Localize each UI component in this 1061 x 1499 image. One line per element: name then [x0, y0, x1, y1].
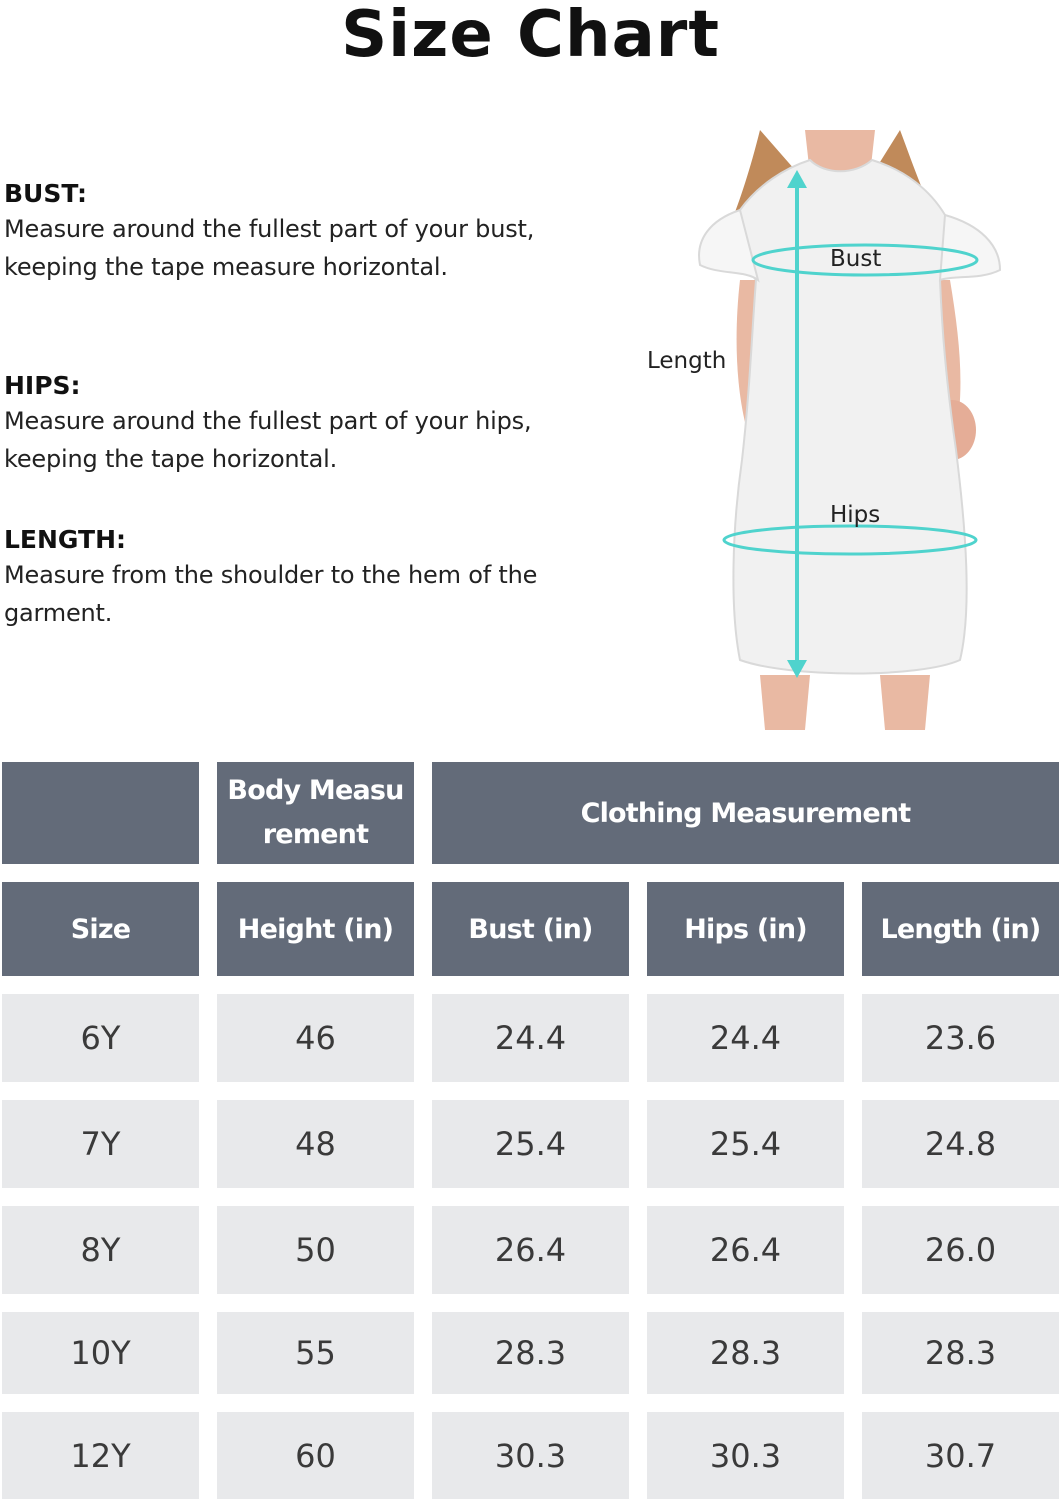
column-header-height: Height (in) [217, 882, 414, 976]
column-header-length: Length (in) [862, 882, 1059, 976]
column-header-bust: Bust (in) [432, 882, 629, 976]
table-cell: 24.8 [862, 1100, 1059, 1188]
instruction-text: Measure around the fullest part of your bust, keeping the tape measure horizontal. [4, 215, 535, 281]
table-cell: 7Y [2, 1100, 199, 1188]
instruction-text: Measure around the fullest part of your hips, keeping the tape horizontal. [4, 407, 532, 473]
group-header-clothing: Clothing Measurement [432, 762, 1059, 864]
group-header-body: Body Measurement [217, 762, 414, 864]
table-cell: 6Y [2, 994, 199, 1082]
column-header-hips: Hips (in) [647, 882, 844, 976]
dress-illustration [560, 130, 1040, 730]
table-cell: 10Y [2, 1312, 199, 1394]
hips-label: Hips [830, 502, 881, 528]
instruction-heading: HIPS: [4, 371, 81, 400]
instruction-hips [4, 370, 544, 478]
instruction-length [4, 524, 544, 632]
table-cell: 26.4 [647, 1206, 844, 1294]
length-label: Length [647, 348, 727, 374]
dress-body [733, 160, 967, 674]
table-cell: 55 [217, 1312, 414, 1394]
table-cell: 30.3 [647, 1412, 844, 1499]
table-cell: 25.4 [432, 1100, 629, 1188]
table-cell: 30.3 [432, 1412, 629, 1499]
table-cell: 50 [217, 1206, 414, 1294]
table-cell: 26.0 [862, 1206, 1059, 1294]
page-title: Size Chart [341, 0, 720, 72]
bust-label: Bust [830, 246, 882, 272]
instruction-bust [4, 178, 544, 286]
table-cell: 46 [217, 994, 414, 1082]
instruction-text: Measure from the shoulder to the hem of the garment. [4, 561, 538, 627]
table-cell: 25.4 [647, 1100, 844, 1188]
table-cell: 23.6 [862, 994, 1059, 1082]
table-cell: 48 [217, 1100, 414, 1188]
table-cell: 24.4 [432, 994, 629, 1082]
table-cell: 8Y [2, 1206, 199, 1294]
leg-right [880, 675, 930, 730]
column-header-size: Size [2, 882, 199, 976]
table-cell: 28.3 [862, 1312, 1059, 1394]
instruction-heading: LENGTH: [4, 525, 126, 554]
table-cell: 30.7 [862, 1412, 1059, 1499]
leg-left [760, 675, 810, 730]
group-header-blank [2, 762, 199, 864]
dress-measurement-figure [560, 130, 1040, 730]
instruction-heading: BUST: [4, 179, 88, 208]
table-cell: 60 [217, 1412, 414, 1499]
table-cell: 12Y [2, 1412, 199, 1499]
table-cell: 24.4 [647, 994, 844, 1082]
table-cell: 26.4 [432, 1206, 629, 1294]
table-cell: 28.3 [647, 1312, 844, 1394]
table-cell: 28.3 [432, 1312, 629, 1394]
